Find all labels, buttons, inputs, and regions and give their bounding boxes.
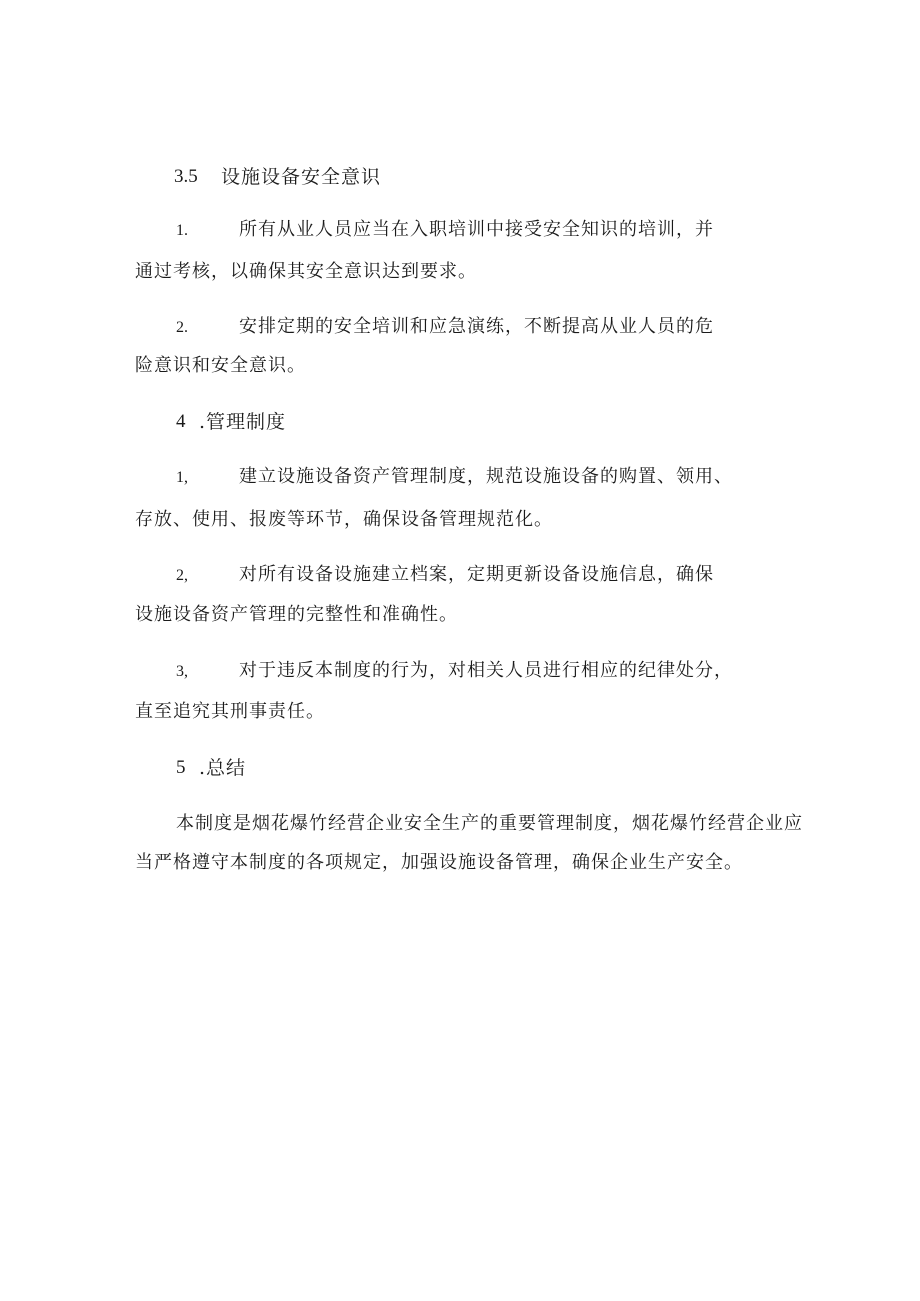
item-text-line1: 对所有设备设施建立档案，定期更新设备设施信息，确保 bbox=[239, 564, 714, 585]
item-number: 1. bbox=[176, 222, 188, 239]
summary-line2: 当严格遵守本制度的各项规定，加强设施设备管理，确保企业生产安全。 bbox=[135, 852, 743, 873]
item-text-line1: 对于违反本制度的行为，对相关人员进行相应的纪律处分， bbox=[239, 660, 733, 681]
item-text-line2: 直至追究其刑事责任。 bbox=[135, 701, 325, 722]
item-text-line2: 通过考核，以确保其安全意识达到要求。 bbox=[135, 261, 477, 282]
item-text-line2: 存放、使用、报废等环节，确保设备管理规范化。 bbox=[135, 509, 553, 530]
section-number: 4 bbox=[176, 411, 186, 432]
section-number: 5 bbox=[176, 757, 186, 778]
section-number: 3.5 bbox=[174, 166, 198, 187]
section-title: .管理制度 bbox=[199, 411, 287, 433]
summary-line1: 本制度是烟花爆竹经营企业安全生产的重要管理制度，烟花爆竹经营企业应 bbox=[176, 813, 803, 834]
item-text-line2: 险意识和安全意识。 bbox=[135, 355, 306, 376]
item-number: 1, bbox=[176, 469, 188, 486]
section-title: .总结 bbox=[199, 757, 247, 779]
item-text-line1: 所有从业人员应当在入职培训中接受安全知识的培训，并 bbox=[239, 219, 714, 240]
item-number: 2. bbox=[176, 319, 188, 336]
item-number: 3, bbox=[176, 663, 188, 680]
item-number: 2, bbox=[176, 567, 188, 584]
item-text-line1: 建立设施设备资产管理制度，规范设施设备的购置、领用、 bbox=[239, 466, 733, 487]
item-text-line2: 设施设备资产管理的完整性和准确性。 bbox=[135, 604, 458, 625]
item-text-line1: 安排定期的安全培训和应急演练，不断提高从业人员的危 bbox=[239, 316, 714, 337]
section-title: 设施设备安全意识 bbox=[221, 166, 382, 188]
